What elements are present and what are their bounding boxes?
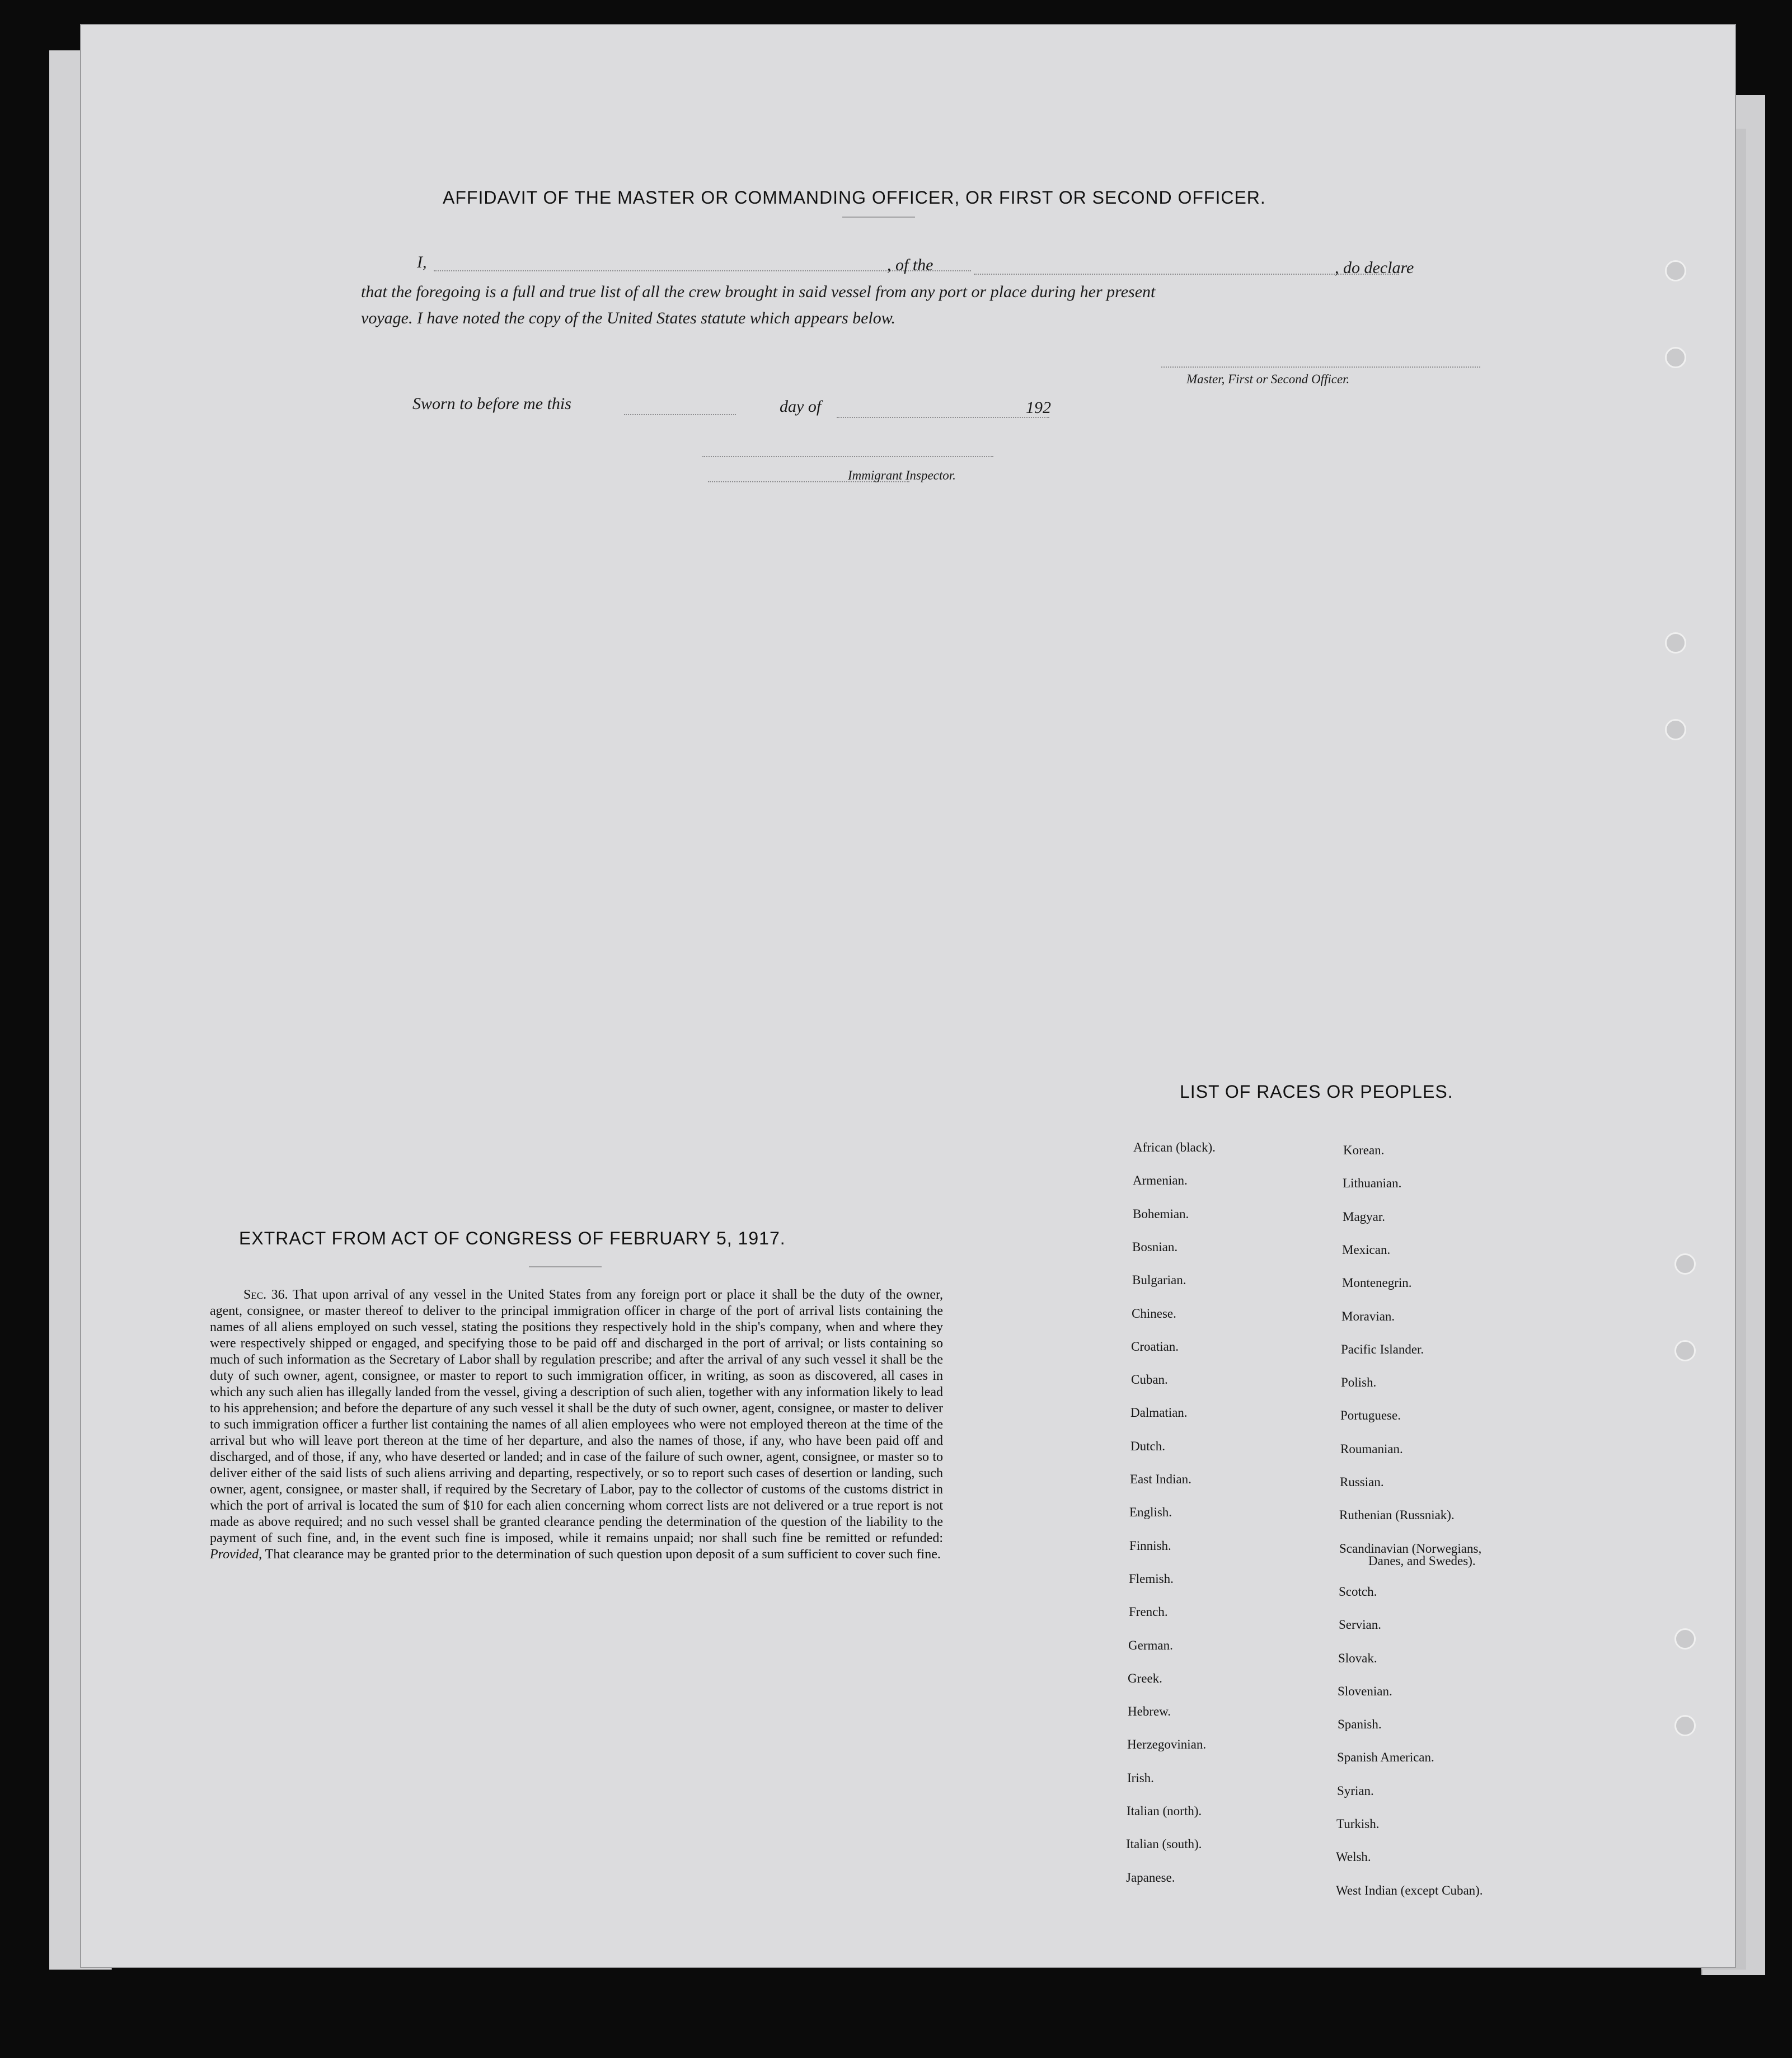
race-item-right: Russian. [1340, 1475, 1384, 1489]
race-item-left: Irish. [1127, 1771, 1154, 1785]
affidavit-heading: AFFIDAVIT OF THE MASTER OR COMMANDING OFFICER, OR FIRST OR SECOND OFFICER. [443, 187, 1266, 208]
punch-hole [1665, 260, 1686, 281]
race-item-left: Armenian. [1133, 1173, 1188, 1187]
race-item-left: Croatian. [1131, 1340, 1179, 1354]
race-item-left: African (black). [1133, 1140, 1216, 1154]
races-heading: LIST OF RACES OR PEOPLES. [1180, 1082, 1453, 1102]
race-item-right: Portuguese. [1340, 1408, 1401, 1422]
affidavit-heading-rule [842, 217, 915, 218]
section-text-part2: That clearance may be granted prior to the determination of such question upon deposit of a sum sufficient to cover such fine. [265, 1547, 941, 1562]
race-item-right: Lithuanian. [1343, 1176, 1402, 1190]
affidavit-line1-mid: , of the [887, 256, 933, 274]
race-item-left: Italian (north). [1127, 1804, 1202, 1818]
race-item-left: Cuban. [1131, 1373, 1168, 1387]
affidavit-line1-start: I, [417, 253, 427, 271]
race-item-left: English. [1129, 1505, 1172, 1519]
punch-hole [1665, 632, 1686, 654]
race-item-left: Japanese. [1126, 1871, 1175, 1885]
sworn-month-field[interactable] [837, 417, 1049, 418]
document-page [81, 25, 1735, 1967]
extract-heading: EXTRACT FROM ACT OF CONGRESS OF FEBRUARY 5, 1917. [239, 1228, 786, 1248]
section-text-part1: That upon arrival of any vessel in the United States from any foreign port or place it shall be the duty of the owner, agent, consignee, or master thereof to deliver to the principal immigration officer in charge of the port of arrival lists containing the names of all aliens employed on such vessel, stating the positions they respectively hold in the ship's company, when and where they were respectively shipped or engaged, and specifying those to be paid off and discharged in the port of arrival; or lists containing so much of such information as the Secretary of Labor shall by regulation prescribe; and after the arrival of any such vessel it shall be the duty of such owner, agent, consignee, or master to report to such immigration officer, in writing, as soon as discovered, all cases in which any such alien has illegally landed from the vessel, giving a description of such alien, together with any information likely to lead to his apprehension; and before the departure of any such vessel it shall be the duty of such owner, agent, consignee, or master to deliver to such immigration officer a further list containing the names of all alien employees who were not employed thereon at the time of the arrival but who will leave port thereon at the time of her departure, and also the names of those, if any, who have been paid off and discharged, and of those, if any, who have deserted or landed; and in case of the failure of such owner, agent, consignee, or master so to deliver either of the said lists of such aliens arriving and departing, respectively, or so to report such cases of desertion or landing, such owner, agent, consignee, or master shall, if required by the Secretary of Labor, pay to the collector of customs of the customs district in which the port of arrival is located the sum of $10 for each alien concerning whom correct lists are not delivered or a true report is not made as above required; and no such vessel shall be granted clearance pending the determination of the question of the liability to the payment of such fine, and, in the event such fine is imposed, while it remains unpaid; nor shall such fine be remitted or refunded: [210, 1288, 943, 1545]
race-item-right: Scotch. [1339, 1585, 1377, 1599]
extract-section-36 [210, 1287, 943, 1563]
inspector-signature-field[interactable] [702, 456, 993, 457]
race-item-right: Moravian. [1341, 1309, 1395, 1323]
race-item-left: Flemish. [1129, 1572, 1174, 1586]
punch-hole [1674, 1628, 1696, 1650]
punch-hole [1674, 1715, 1696, 1736]
race-item-left: Italian (south). [1126, 1837, 1202, 1851]
extract-heading-rule [529, 1266, 602, 1267]
punch-hole [1665, 347, 1686, 368]
race-item-right: Spanish. [1338, 1717, 1382, 1731]
race-item-right: Pacific Islander. [1341, 1342, 1424, 1356]
race-item-right: Montenegrin. [1342, 1276, 1412, 1290]
race-item-left: Bosnian. [1132, 1240, 1178, 1254]
provided-word: Provided, [210, 1547, 262, 1562]
race-item-right: Turkish. [1336, 1817, 1380, 1831]
race-item-left: Bulgarian. [1132, 1273, 1186, 1287]
inspector-caption: Immigrant Inspector. [848, 468, 956, 482]
race-item-right: Slovenian. [1338, 1684, 1392, 1698]
year-label: 192 [1026, 398, 1051, 417]
race-item-right: Mexican. [1342, 1243, 1391, 1257]
race-item-left: Bohemian. [1133, 1207, 1189, 1221]
race-item-left: Finnish. [1129, 1539, 1171, 1553]
section-label: Sec. 36. [243, 1288, 288, 1302]
race-item-left: Chinese. [1132, 1307, 1176, 1321]
race-item-left: Dalmatian. [1130, 1406, 1188, 1420]
race-item-right: Ruthenian (Russniak). [1339, 1508, 1455, 1522]
race-item-right: Syrian. [1337, 1784, 1374, 1798]
race-item-left: East Indian. [1130, 1472, 1191, 1486]
race-item-right: Roumanian. [1340, 1442, 1403, 1456]
race-item-right: Welsh. [1336, 1850, 1371, 1864]
race-item-left: French. [1129, 1605, 1168, 1619]
race-item-left: Greek. [1128, 1671, 1162, 1685]
officer-signature-field[interactable] [1161, 367, 1480, 368]
race-item-left: Herzegovinian. [1127, 1737, 1207, 1751]
affidavit-line2: that the foregoing is a full and true list of all the crew brought in said vessel from any port or place during her present [361, 283, 1156, 301]
punch-hole [1665, 719, 1686, 740]
sworn-label: Sworn to before me this [412, 394, 571, 413]
punch-hole [1674, 1340, 1696, 1361]
race-item-left: Dutch. [1130, 1439, 1165, 1453]
race-item-right: Korean. [1343, 1143, 1385, 1157]
race-item-right: Polish. [1341, 1375, 1377, 1389]
sworn-day-field[interactable] [624, 414, 736, 415]
scandinavian-continuation: Danes, and Swedes). [1368, 1554, 1476, 1568]
race-item-right: West Indian (except Cuban). [1336, 1883, 1483, 1897]
race-item-right: Spanish American. [1337, 1750, 1434, 1764]
race-item-left: Hebrew. [1128, 1704, 1171, 1718]
race-item-right: Slovak. [1338, 1651, 1377, 1665]
affidavit-line1-end: , do declare [1335, 259, 1414, 277]
race-item-right: Servian. [1339, 1618, 1382, 1632]
race-item-left: German. [1128, 1638, 1173, 1652]
affidavit-line3: voyage. I have noted the copy of the United States statute which appears below. [361, 309, 896, 327]
officer-caption: Master, First or Second Officer. [1186, 372, 1350, 386]
race-item-right: Scandinavian (Norwegians, [1339, 1542, 1482, 1556]
race-item-right: Magyar. [1343, 1210, 1386, 1224]
day-of-label: day of [780, 397, 822, 416]
punch-hole [1674, 1253, 1696, 1275]
